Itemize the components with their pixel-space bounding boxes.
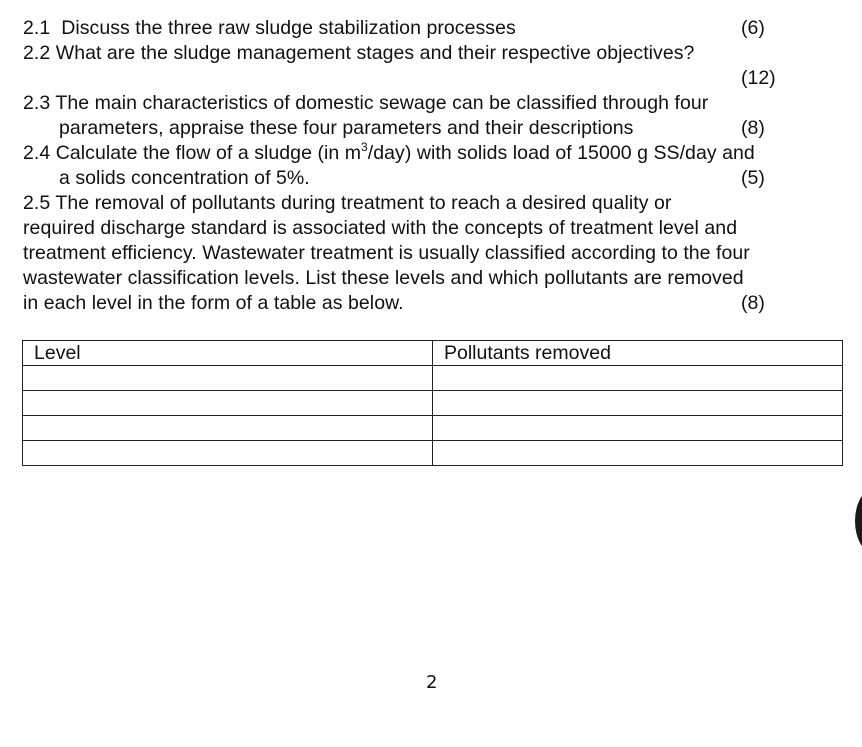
question-2-3 <box>23 91 708 116</box>
question-2-5-line-5: in each level in the form of a table as below. <box>23 292 404 314</box>
question-2-4 <box>23 141 755 166</box>
question-text-continued: /day) with solids load of 15000 g SS/day and <box>367 142 755 164</box>
question-number: 2.3 <box>23 92 51 114</box>
marks-2-1: (6) <box>741 17 765 39</box>
marks-2-4: (5) <box>741 167 765 189</box>
question-2-5-line-4: wastewater classification levels. List these levels and which pollutants are removed <box>23 267 744 289</box>
table-row <box>23 391 843 416</box>
marks-2-3: (8) <box>741 117 765 139</box>
marks-2-2: (12) <box>741 67 776 89</box>
answer-table <box>22 340 843 466</box>
table-cell-pollutants <box>433 366 843 391</box>
question-2-2 <box>23 41 694 66</box>
page-number: 2 <box>426 672 438 693</box>
question-2-5-line-2: required discharge standard is associated with the concepts of treatment level and <box>23 217 738 239</box>
question-2-5 <box>23 191 671 216</box>
column-header-level: Level <box>23 341 433 366</box>
question-2-5-line-3: treatment efficiency. Wastewater treatment is usually classified according to the four <box>23 242 750 264</box>
question-number: 2.2 <box>23 42 51 64</box>
table-cell-level <box>23 441 433 466</box>
table-row <box>23 416 843 441</box>
marks-2-5: (8) <box>741 292 765 314</box>
table-row <box>23 366 843 391</box>
question-2-4-continued: a solids concentration of 5%. <box>59 167 310 189</box>
table-cell-pollutants <box>433 441 843 466</box>
table-cell-level <box>23 391 433 416</box>
column-header-pollutants-removed: Pollutants removed <box>433 341 843 366</box>
question-text: Calculate the flow of a sludge (in m <box>55 142 362 164</box>
table-cell-level <box>23 416 433 441</box>
question-2-3-continued: parameters, appraise these four parameters and their descriptions <box>59 117 634 139</box>
superscript-3: 3 <box>361 139 368 154</box>
question-number: 2.1 <box>23 17 51 39</box>
question-number: 2.5 <box>23 192 51 214</box>
question-text: The main characteristics of domestic sewage can be classified through four <box>55 92 709 114</box>
question-text: Discuss the three raw sludge stabilization processes <box>61 17 516 39</box>
question-number: 2.4 <box>23 142 51 164</box>
table-row <box>23 441 843 466</box>
table-cell-pollutants <box>433 391 843 416</box>
question-text: What are the sludge management stages and their respective objectives? <box>55 42 695 64</box>
question-2-1 <box>23 16 516 41</box>
table-cell-pollutants <box>433 416 843 441</box>
question-text: The removal of pollutants during treatment to reach a desired quality or <box>55 192 672 214</box>
table-cell-level <box>23 366 433 391</box>
edge-shadow-shape <box>855 488 862 554</box>
table-header-row <box>23 341 843 366</box>
